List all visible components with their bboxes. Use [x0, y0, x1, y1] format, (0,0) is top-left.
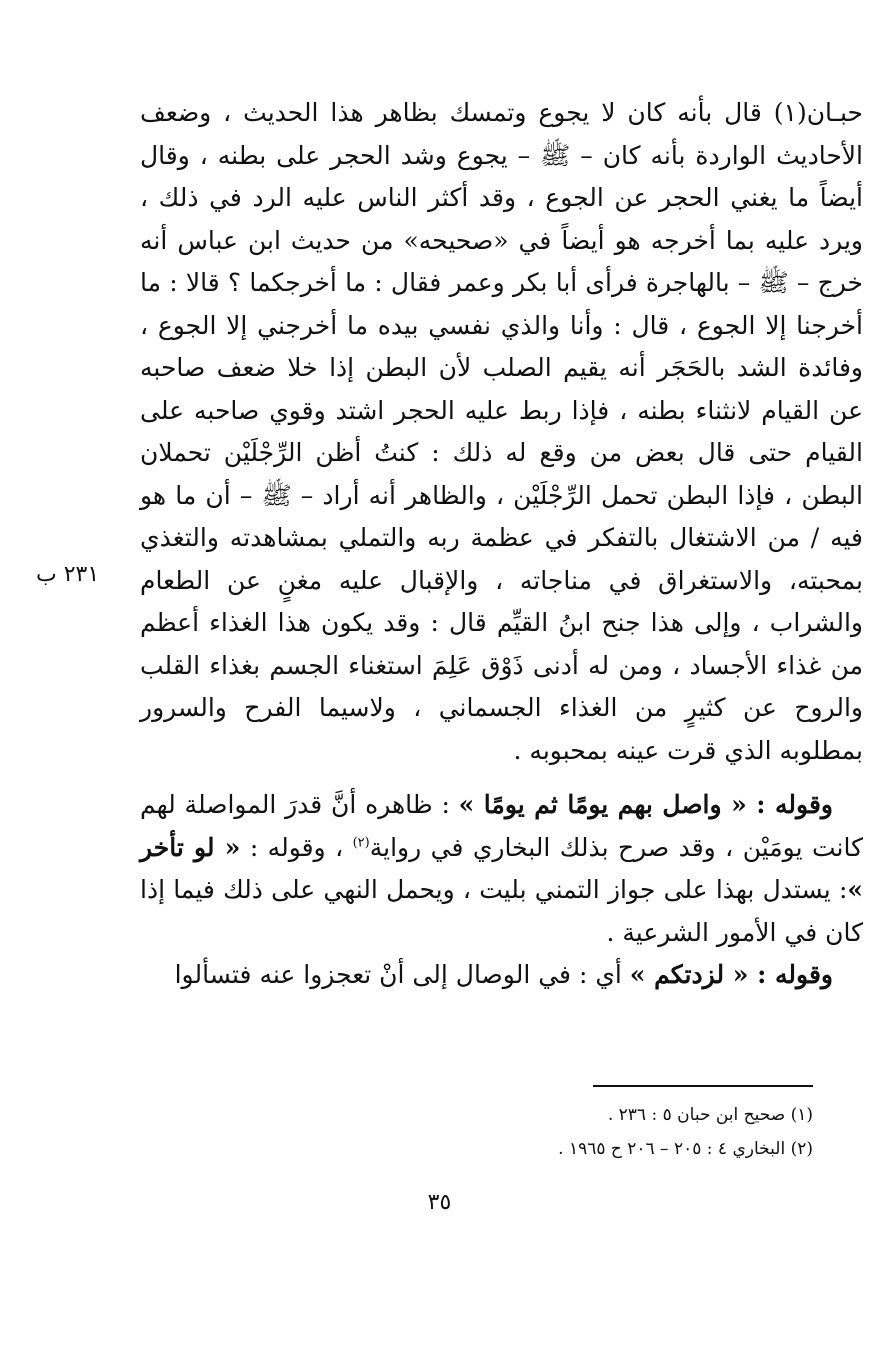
- footnote-2: (٢) البخاري ٤ : ٢٠٥ – ٢٠٦ ح ١٩٦٥ .: [558, 1139, 813, 1159]
- manuscript-folio-note: ٢٣١ ب: [36, 562, 100, 587]
- paragraph-3-quote: « لزدتكم »: [629, 960, 749, 989]
- paragraph-3-text: أي : في الوصال إلى أنْ تعجزوا عنه فتسألوا: [174, 960, 630, 989]
- paragraph-2-quote-2: « لو تأخر »: [140, 832, 863, 904]
- paragraph-3: [140, 954, 863, 997]
- paragraph-2-text-2: ، وقوله :: [240, 832, 353, 862]
- paragraph-1: حبـان(١) قال بأنه كان لا يجوع وتمسك بظاهر هذا الحديث ، وضعف الأحاديث الواردة بأنه كان – ﷺ – يجوع وشد الحجر على بطنه ، وقال أيضاً ما يغني الحجر عن الجوع ، وقد أكثر الناس عليه الرد في ذلك ، ويرد عليه بما أخرجه هو أيضاً في «صحيحه» من حديث ابن عباس أنه خرج – ﷺ – بالهاجرة فرأى أبا بكر وعمر فقال : ما أخرجكما ؟ قالا : ما أخرجنا إلا الجوع ، قال : وأنا والذي نفسي بيده ما أخرجني إلا الجوع ، وفائدة الشد بالحَجَر أنه يقيم الصلب لأن البطن إذا خلا ضعف صاحبه عن القيام لانثناء بطنه ، فإذا ربط عليه الحجر اشتد وقوي صاحبه على القيام حتى قال بعض من وقع له ذلك : كنتُ أظن الرِّجْلَيْن تحملان البطن ، فإذا البطن تحمل الرِّجْلَيْن ، والظاهر أنه أراد – ﷺ – أن ما هو فيه / من الاشتغال بالتفكر في عظمة ربه والتملي بمشاهدته والتغذي بمحبته، والاستغراق في مناجاته ، والإقبال عليه مغنٍ عن الطعام والشراب ، وإلى هذا جنح ابنُ القيِّم قال : وقد يكون هذا الغذاء أعظم من غذاء الأجساد ، ومن له أدنى ذَوْق عَلِمَ استغناء الجسم بغذاء القلب والروح عن كثيرٍ من الغذاء الجسماني ، ولاسيما الفرح والسرور بمطلوبه الذي قرت عينه بمحبوبه .: [140, 98, 863, 765]
- main-text: [140, 92, 863, 997]
- paragraph-2-text-3: : يستدل بهذا على جواز التمني بليت ، ويحمل النهي على ذلك فيما إذا كان في الأمور الشرعية .: [140, 875, 863, 947]
- page-number: ٣٥: [427, 1190, 452, 1215]
- paragraph-2-quote-1: « واصل بهم يومًا ثم يومًا »: [458, 790, 747, 819]
- footnote-divider: [593, 1085, 813, 1087]
- paragraph-2-text-1: : ظاهره أنَّ قدرَ المواصلة لهم كانت يومَيْن ، وقد صرح بذلك البخاري في رواية: [140, 790, 863, 862]
- paragraph-3-lead: وقوله :: [748, 960, 833, 989]
- footnotes: [140, 1098, 813, 1166]
- footnote-ref-2: (٢): [352, 835, 370, 851]
- paragraph-2: [140, 784, 863, 954]
- paragraph-2-lead: وقوله :: [746, 790, 833, 819]
- footnote-1: (١) صحيح ابن حبان ٥ : ٢٣٦ .: [607, 1105, 813, 1125]
